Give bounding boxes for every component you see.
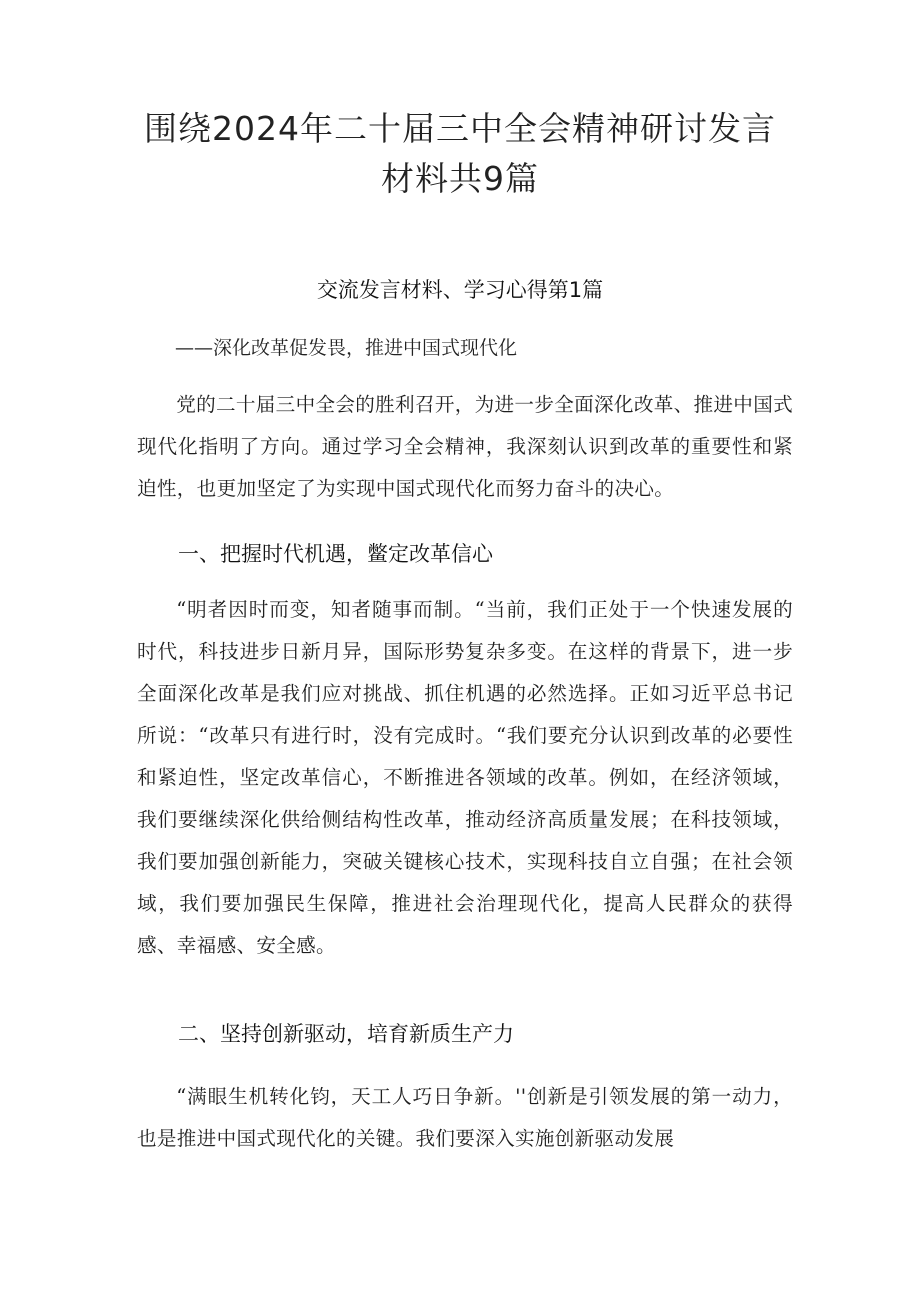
heading-one: 一、把握时代机遇，鳖定改革信心 bbox=[178, 542, 493, 566]
section-subtitle: ——深化改革促发畏，推进中国式现代化 bbox=[175, 337, 518, 359]
document-title-line-1: 围绕2024年二十届三中全会精神研讨发言 bbox=[144, 109, 776, 148]
paragraph-two: “满眼生机转化钧，天工人巧日争新。''创新是引领发展的第一动力，也是推进中国式现代化的关键。我们要深入实施创新驱动发展 bbox=[137, 1085, 793, 1150]
document-title-line-2: 材料共9篇 bbox=[381, 159, 539, 198]
heading-two: 二、坚持创新驱动，培育新质生产力 bbox=[178, 1022, 514, 1046]
paragraph-one: “明者因时而变，知者随事而制。“当前，我们正处于一个快速发展的时代，科技进步日新月异，国际形势复杂多变。在这样的背景下，进一步全面深化改革是我们应对挑战、抓住机遇的必然选择。正如习近平总书记所说：“改革只有进行时，没有完成时。“我们要充分认识到改革的必要性和紧迫性，坚定改革信心，不断推进各领域的改革。例如，在经济领域，我们要继续深化供给侧结构性改革，推动经济高质量发展；在科技领域，我们要加强创新能力，突破关键核心技术，实现科技自立自强；在社会领域，我们要加强民生保障，推进社会治理现代化，提高人民群众的获得感、幸福感、安全感。 bbox=[137, 598, 793, 957]
section-heading: 交流发言材料、学习心得第1篇 bbox=[316, 278, 604, 302]
document-title bbox=[0, 104, 920, 204]
intro-paragraph: 党的二十届三中全会的胜利召开，为进一步全面深化改革、推进中国式现代化指明了方向。通过学习全会精神，我深刻认识到改革的重要性和紧迫性，也更加坚定了为实现中国式现代化而努力奋斗的决心。 bbox=[137, 393, 793, 500]
